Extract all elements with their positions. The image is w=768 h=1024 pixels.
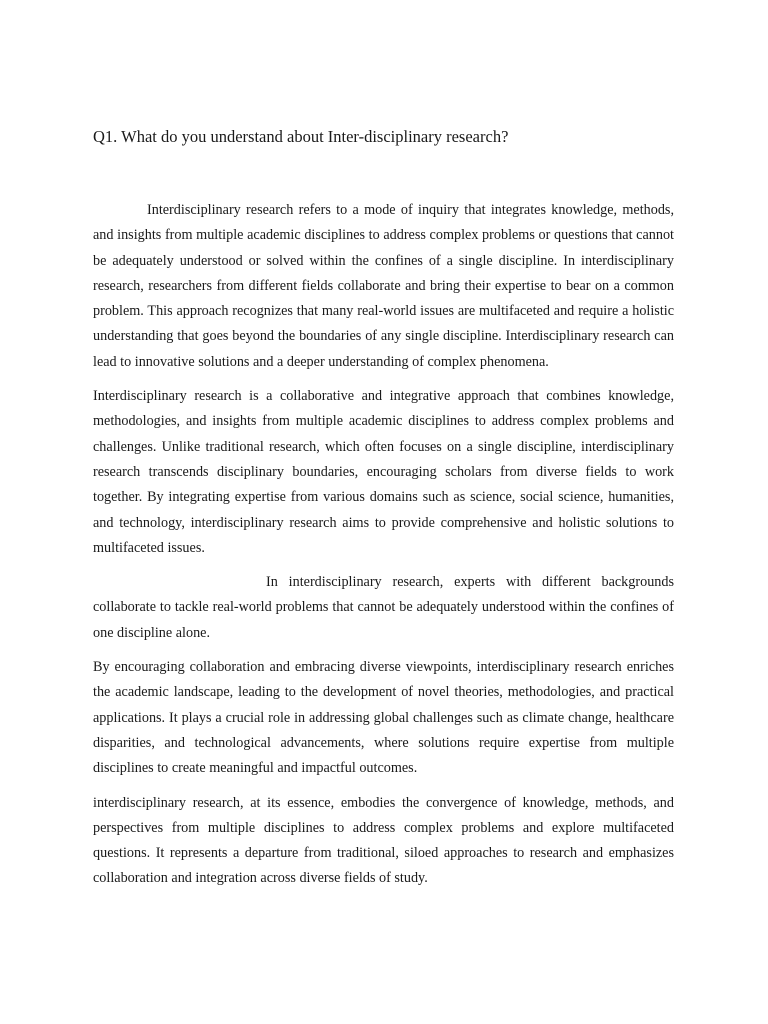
paragraph-collaborative-approach: Interdisciplinary research is a collaborative and integrative approach that combines knowledge, methodologies, and insights from multiple academic disciplines to address complex problems and challenges. Unlike traditional research, which often focuses on a single discipline, interdisciplinary research transcends disciplinary boundaries, encouraging scholars from diverse fields to work together. By integrating expertise from various domains such as science, social science, humanities, and technology, interdisciplinary research aims to provide comprehensive and holistic solutions to multifaceted issues.	[93, 388, 674, 556]
question-heading: Q1. What do you understand about Inter-disciplinary research?	[93, 127, 509, 146]
answer-body	[93, 198, 674, 901]
paragraph-experts-collaborate: In interdisciplinary research, experts with different backgrounds collaborate to tackle real-world problems that cannot be adequately understood within the confines of one discipline alone.	[93, 574, 674, 641]
paragraph-essence: interdisciplinary research, at its essence, embodies the convergence of knowledge, methods, and perspectives from multiple disciplines to address complex problems and explore multifaceted questions. It represents a departure from traditional, siloed approaches to research and emphasizes collaboration and integration across diverse fields of study.	[93, 794, 674, 887]
paragraph-enriches-landscape: By encouraging collaboration and embracing diverse viewpoints, interdisciplinary research enriches the academic landscape, leading to the development of novel theories, methodologies, and practical applications. It plays a crucial role in addressing global challenges such as climate change, healthcare disparities, and technological advancements, where solutions require expertise from multiple disciplines to create meaningful and impactful outcomes.	[93, 659, 674, 777]
paragraph-definition: Interdisciplinary research refers to a mode of inquiry that integrates knowledge, methods, and insights from multiple academic disciplines to address complex problems or questions that cannot be adequately understood or solved within the confines of a single discipline. In interdisciplinary research, researchers from different fields collaborate and bring their expertise to bear on a common problem. This approach recognizes that many real-world issues are multifaceted and require a holistic understanding that goes beyond the boundaries of any single discipline. Interdisciplinary research can lead to innovative solutions and a deeper understanding of complex phenomena.	[93, 202, 674, 370]
